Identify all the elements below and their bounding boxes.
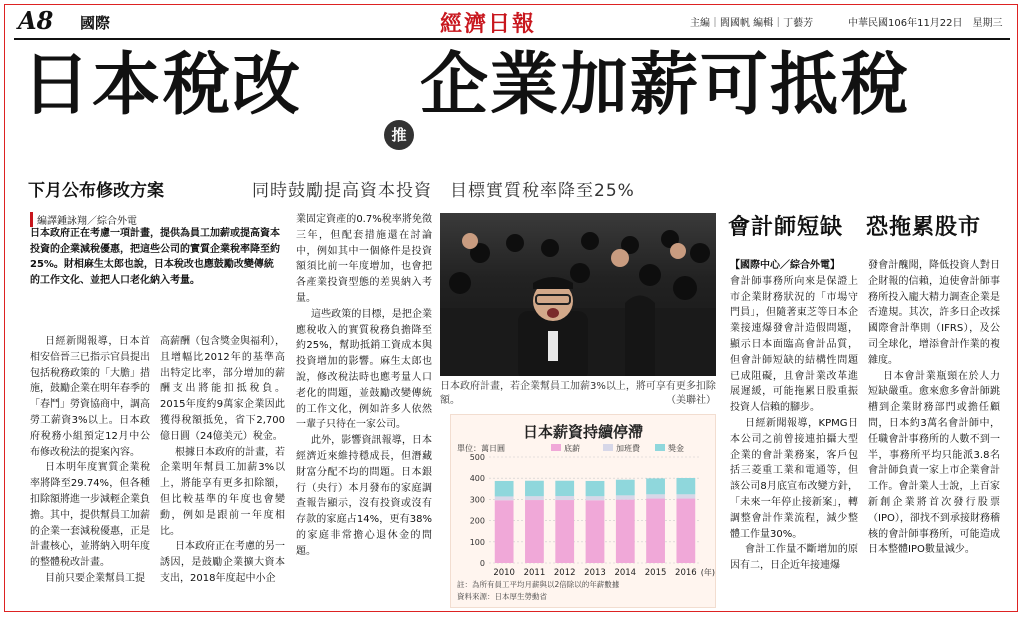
- bar-segment: [676, 499, 695, 563]
- article-byline: 編譯鍾詠翔／綜合外電: [30, 212, 137, 227]
- y-tick-label: 100: [469, 537, 485, 547]
- sidebar-column-1: [730, 258, 858, 574]
- x-tick-label: 2011: [523, 568, 546, 578]
- bar-segment: [586, 496, 605, 500]
- article-column-3: [296, 212, 432, 560]
- y-tick-label: 200: [469, 516, 485, 526]
- subheadline-2: 同時鼓勵提高資本投資 目標實質稅率降至25%: [252, 181, 635, 201]
- chart-unit-label: 單位：萬日圓: [457, 444, 505, 453]
- y-tick-label: 400: [469, 474, 485, 484]
- bar-segment: [616, 495, 635, 499]
- y-tick-label: 0: [479, 559, 485, 568]
- legend-label: 獎金: [668, 444, 684, 453]
- bar-segment: [555, 500, 574, 563]
- crowd-photo-illustration: [440, 213, 716, 376]
- x-tick-label: 2016: [675, 568, 697, 578]
- x-tick-label: 2012: [553, 568, 576, 578]
- article-column-1: [30, 334, 150, 587]
- paragraph: 會計工作量不斷增加的原因有二，日企近年接連爆: [730, 544, 858, 572]
- bar-segment: [676, 494, 695, 498]
- chart-title: 日本薪資持續停滯: [522, 423, 643, 441]
- wage-bar-chart: [451, 415, 715, 607]
- bar-segment: [525, 496, 544, 500]
- x-axis-suffix: (年): [700, 568, 715, 577]
- section-name: 國際: [80, 14, 111, 32]
- bar-segment: [586, 481, 605, 496]
- x-tick-label: 2014: [614, 568, 637, 578]
- headline-push-badge: 推: [384, 120, 414, 150]
- photo-credit: （美聯社）: [666, 395, 716, 406]
- headline-main: 日本稅改: [22, 46, 303, 125]
- bar-segment: [616, 500, 635, 563]
- x-tick-label: 2010: [493, 568, 515, 578]
- header-rule: [14, 38, 1010, 40]
- paragraph: 日經新聞報導，KPMG日本公司之前曾接連拍攝大型企業的會計業務案，客戶包括三菱重工業和電通等，但該公司8月底宣布改變方針，「未來一年停止接新案」，轉調整會計作業流程，減少整體工作量30%。: [730, 417, 858, 540]
- legend-label: 底薪: [564, 444, 580, 453]
- bar-segment: [646, 499, 665, 563]
- editor-credits: 主編｜閻國帆 編輯｜丁藝芳: [690, 18, 814, 29]
- x-tick-label: 2015: [644, 568, 667, 578]
- headline-secondary: 企業加薪可抵稅: [420, 46, 911, 125]
- paragraph: 此外，影響資訊報導，日本經濟近來維持穩成長，但潛藏財富分配不均的問題。日本銀行（央行）本月發布的家庭調查報告顯示，沒有投資或沒有存款的家庭占14%，更有38%的家庭非常擔心退休金的問題。: [296, 435, 432, 557]
- wage-chart: [450, 414, 716, 608]
- bar-segment: [525, 500, 544, 563]
- bar-segment: [555, 481, 574, 496]
- bar-segment: [495, 500, 514, 563]
- photo-caption: [440, 380, 716, 408]
- bar-segment: [525, 481, 544, 496]
- news-photo-protest: [440, 213, 716, 376]
- bar-segment: [495, 496, 514, 500]
- paragraph: 高薪酬（包含獎金與福利），且增幅比2012年的基準高出特定比率，部分增加的薪酬支出將能扣抵稅負。2015年度約9萬家企業因此獲得稅額抵免，省下2,700億日圓（24億美元）稅金。: [160, 336, 285, 442]
- chart-source: 資料來源：日本厚生勞動省: [457, 592, 547, 601]
- bar-segment: [555, 496, 574, 500]
- bar-segment: [616, 480, 635, 496]
- paragraph: 會計師事務所向來是保證上市企業財務狀況的「市場守門員」，但隨著東芝等日本企業接連爆發會計造假問題，顯示日本面臨高會計品質，但會計師短缺的結構性問題已成阻礙，且會計業改革進展遲緩，可能拖累日股重振投資人信賴的腳步。: [730, 275, 858, 414]
- issue-date: 中華民國106年11月22日 星期三: [848, 18, 1003, 29]
- bar-segment: [646, 478, 665, 494]
- paragraph: 這些政策的目標，是把企業應稅收入的實質稅務負擔降至約25%，幫助抵銷工資成本與投資增加的影響。麻生太郎也說，修改稅法時也應考量人口老化的問題，並鼓勵改變傳統的工作文化，例如許多人依然一輩子只待在一家公司。: [296, 308, 432, 431]
- legend-swatch: [551, 444, 561, 451]
- article-lead: 日本政府正在考慮一項計畫，提供為員工加薪或提高資本投資的企業減稅優惠，把這些公司的實質企業稅率降至約25%。財相麻生太郎也說，日本稅改也應鼓勵改變傳統的工作文化、並把人口老化納入考量。: [30, 228, 280, 286]
- page-number: A8: [18, 6, 54, 35]
- newspaper-logo: 經濟日報: [440, 11, 537, 37]
- bar-segment: [586, 500, 605, 563]
- x-tick-label: 2013: [584, 568, 606, 578]
- subheadline-1: 下月公布修改方案: [28, 181, 164, 201]
- bar-segment: [495, 481, 514, 496]
- paragraph: 根據日本政府的計畫，若企業明年幫員工加薪3%以上，將能享有更多扣除額，但比較基準的年度也會變動，例如是跟前一年度相比。: [160, 446, 285, 537]
- paragraph: 日本明年度實質企業稅率將降至29.74%，但各種扣除額將進一步減輕企業負擔。其中，提供幫員工加薪的企業一套減稅優惠，正是計畫核心，並將納入明年度的整體稅改計畫。: [30, 462, 150, 569]
- legend-swatch: [603, 444, 613, 451]
- paragraph: 業固定資產的0.7%稅率將免徵三年，但配套措施還在討論中，例如其中一個條件是投資額須比前一年度增加，也會把各產業投資型態的差異納入考量。: [296, 214, 432, 304]
- paragraph: 目前只要企業幫員工提: [45, 572, 145, 584]
- y-tick-label: 500: [469, 453, 485, 462]
- sidebar-headline-2: 恐拖累股市: [866, 215, 982, 240]
- sidebar-column-2: [868, 258, 1000, 558]
- y-tick-label: 300: [469, 495, 485, 505]
- paragraph: 日經新聞報導，日本首相安倍晉三已指示官員提出包括稅務政策的「大膽」措施，鼓勵企業在明年春季的「春鬥」勞資協商中，調高勞工薪資3%以上。日本政府稅務小組預定12月中公布修改稅法的提案內容。: [30, 336, 150, 458]
- paragraph: 日本政府正在考慮的另一誘因，是鼓勵企業擴大資本支出，2018年度起中小企: [160, 541, 285, 584]
- caption-text: 日本政府計畫，若企業幫員工加薪3%以上，將可享有更多扣除額。: [440, 381, 716, 406]
- sidebar-headline-1: 會計師短缺: [728, 215, 844, 240]
- legend-label: 加班費: [616, 444, 640, 453]
- sidebar-byline: 【國際中心／綜合外電】: [730, 260, 840, 271]
- paragraph: 發會計醜聞，降低投資人對日企財報的信賴，迫使會計師事務所投入龐大精力調查企業是否違規。其次，許多日企改採國際會計準則（IFRS），及公司全球化，增添會計作業的複雜度。: [868, 260, 1000, 366]
- article-column-2: [160, 334, 285, 587]
- chart-note: 註：為所有員工平均月薪與以2倍除以的年薪數據: [457, 580, 620, 589]
- legend-swatch: [655, 444, 665, 451]
- bar-segment: [646, 494, 665, 498]
- paragraph: 日本會計業瓶頸在於人力短缺嚴重。愈來愈多會計師跳槽到企業財務部門或擔任顧問，日本約3萬名會計師中，任職會計事務所的人數不到一半，事務所平均只能派3.8名會計師負責一家上市企業會計工作。會計業人士說，上百家新創企業將首次發行股票（IPO），卻找不到承接財務稽核的會計師事務所，可能造成日本整體IPO數量減少。: [868, 370, 1000, 556]
- bar-segment: [676, 478, 695, 494]
